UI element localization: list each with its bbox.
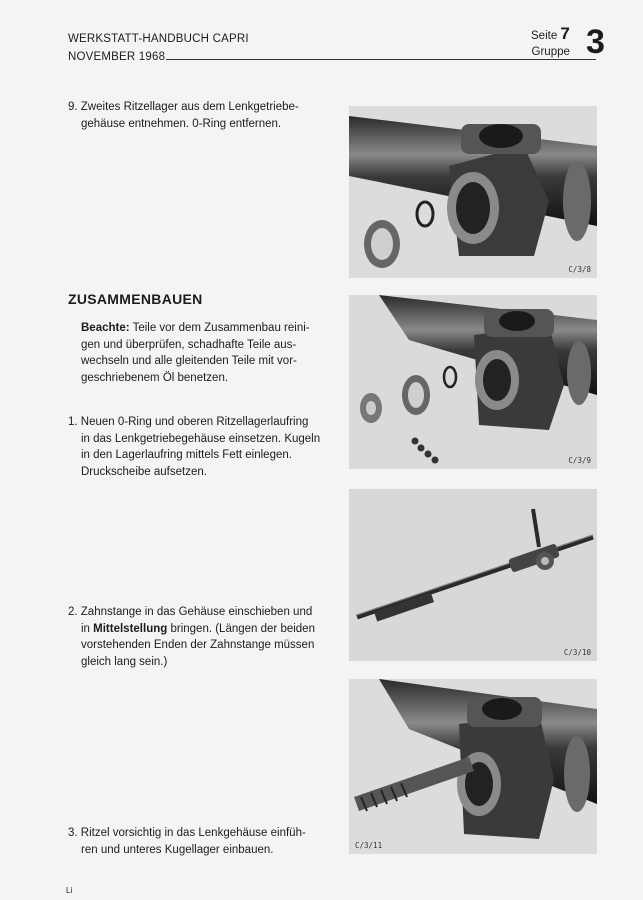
step-2-line: gleich lang sein.) (81, 655, 168, 668)
step-2-emphasis: Mittelstellung (93, 622, 168, 635)
figure-caption: C/3/8 (568, 265, 591, 274)
step-1-line: 1. Neuen 0-Ring und oberen Ritzellagerlaufring (68, 416, 309, 428)
header-left (68, 30, 249, 66)
manual-title: WERKSTATT-HANDBUCH CAPRI (68, 33, 249, 45)
note-line: wechseln und alle gleitenden Teile mit vor- (81, 355, 297, 367)
step-2-line: 2. Zahnstange in das Gehäuse einschieben und (68, 606, 313, 618)
page-footer: Li (66, 886, 73, 895)
note-label: Beachte: (81, 322, 130, 334)
photo-pinion (349, 679, 597, 854)
step-1-line: in den Lagerlaufring mittels Fett einlegen. (81, 449, 292, 461)
header-right (531, 26, 570, 60)
step-3-line: 3. Ritzel vorsichtig in das Lenkgehäuse einfüh- (68, 827, 306, 839)
page-number: 7 (560, 24, 570, 43)
note-text (81, 320, 331, 386)
step-9-text (68, 99, 330, 132)
step-9-line: gehäuse entnehmen. 0-Ring entfernen. (81, 117, 282, 130)
section-heading: ZUSAMMENBAUEN (68, 291, 203, 307)
step-9-line: 9. Zweites Ritzellager aus dem Lenkgetriebe- (68, 101, 299, 113)
page-label: Seite (531, 30, 558, 42)
group-number: 3 (586, 23, 605, 61)
note-line: geschriebenem Öl benetzen. (81, 371, 229, 384)
step-1-line: in das Lenkgetriebegehäuse einsetzen. Kugeln (81, 432, 321, 445)
photo-bearing-parts (349, 295, 597, 469)
note-line: gen und überprüfen, schadhafte Teile aus- (81, 338, 297, 351)
figure-caption: C/3/9 (568, 456, 591, 465)
step-2-line: bringen. (Längen der beiden (167, 622, 315, 635)
group-label: Gruppe (531, 46, 570, 58)
step-1-text (68, 414, 330, 480)
figure-caption: C/3/10 (563, 648, 591, 657)
photo-housing-disassembled (349, 106, 597, 278)
step-3-text (68, 825, 330, 858)
manual-date: NOVEMBER 1968 (68, 51, 166, 63)
step-1-line: Druckscheibe aufsetzen. (81, 465, 207, 478)
note-line: Teile vor dem Zusammenbau reini- (129, 322, 310, 334)
figure-caption: C/3/11 (355, 841, 383, 850)
photo-rack (349, 489, 597, 661)
step-3-line: ren und unteres Kugellager einbauen. (81, 843, 274, 856)
step-2-line: in (81, 622, 94, 635)
step-2-line: vorstehenden Enden der Zahnstange müssen (81, 639, 315, 651)
step-2-text (68, 604, 330, 670)
